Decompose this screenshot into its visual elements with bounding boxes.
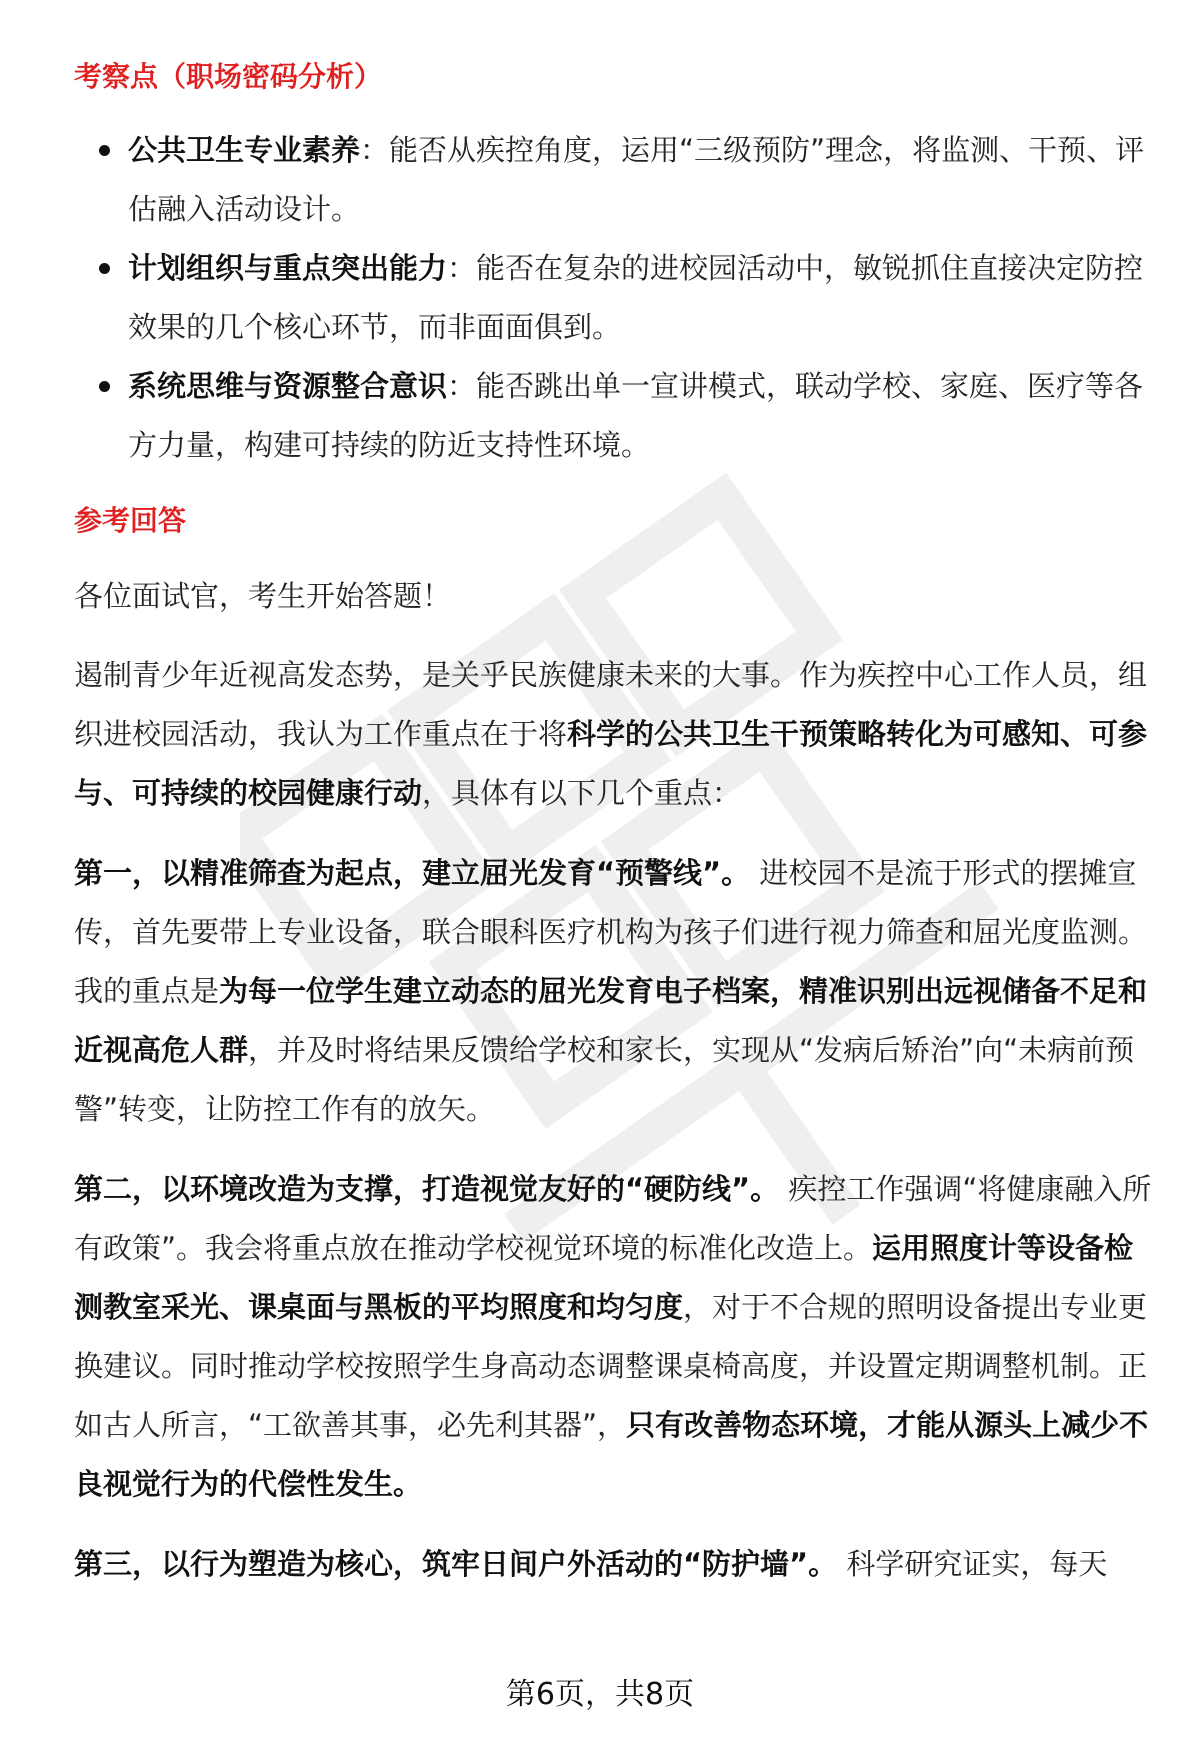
page-number: 第6页，共8页: [505, 1677, 695, 1712]
point-1-heading: 第一，以精准筛查为起点，建立屈光发育“预警线”。: [74, 856, 751, 890]
item-bold-label: 公共卫生专业素养: [128, 133, 361, 167]
item-text: ：能否跳出单一宣讲模式，联动学校、家庭、医疗等各方力量，构建可持续的防近支持性环境。: [128, 369, 1144, 462]
greeting-paragraph: 各位面试官，考生开始答题！: [74, 579, 452, 613]
point-3-heading: 第三，以行为塑造为核心，筑牢日间户外活动的“防护墙”。: [74, 1547, 838, 1581]
point-2-paragraph: [74, 1160, 1154, 1514]
point-1-bold-2: 为每一位学生建立动态的屈光发育电子档案，精准识别出远视储备不足和近视高危人群: [74, 974, 1148, 1067]
point-1-paragraph: [74, 844, 1154, 1139]
point-2-heading: 第二，以环境改造为支撑，打造视觉友好的“硬防线”。: [74, 1172, 780, 1206]
point-1-text-2: ，并及时将结果反馈给学校和家长，实现从“发病后矫治”向“未病前预警”转变，让防控工作有的放矢。: [74, 1033, 1135, 1126]
bullet-icon: [99, 145, 110, 156]
point-1-text-1: 进校园不是流于形式的摆摊宣传，首先要带上专业设备，联合眼科医疗机构为孩子们进行视力筛查和屈光度监测。我的重点是: [74, 856, 1148, 1008]
list-item: [74, 239, 1154, 357]
item-bold-label: 计划组织与重点突出能力: [128, 251, 448, 285]
bullet-icon: [99, 263, 110, 274]
item-text: ：能否从疾控角度，运用“三级预防”理念，将监测、干预、评估融入活动设计。: [128, 133, 1145, 226]
point-3-text-1: 科学研究证实，每天: [837, 1547, 1108, 1581]
list-item: [74, 121, 1154, 239]
point-2-text-2: ，对于不合规的照明设备提出专业更换建议。同时推动学校按照学生身高动态调整课桌椅高度，并设置定期调整机制。正如古人所言，“工欲善其事，必先利其器”，: [74, 1290, 1148, 1442]
bullet-icon: [99, 381, 110, 392]
item-text: ：能否在复杂的进校园活动中，敏锐抓住直接决定防控效果的几个核心环节，而非面面俱到。: [128, 251, 1144, 344]
intro-paragraph: [74, 646, 1154, 823]
section-title-analysis: 考察点（职场密码分析）: [74, 60, 383, 93]
point-2-text-1: 疾控工作强调“将健康融入所有政策”。我会将重点放在推动学校视觉环境的标准化改造上。: [74, 1172, 1152, 1265]
point-2-bold-3: 只有改善物态环境，才能从源头上减少不良视觉行为的代偿性发生。: [74, 1408, 1149, 1501]
intro-bold-1: 科学的公共卫生干预策略转化为可感知、可参与、可持续的校园健康行动: [74, 717, 1148, 810]
section-title-answer: 参考回答: [74, 504, 187, 537]
analysis-list: [74, 121, 1154, 475]
point-2-bold-2: 运用照度计等设备检测教室采光、课桌面与黑板的平均照度和均匀度: [74, 1231, 1134, 1324]
item-bold-label: 系统思维与资源整合意识: [128, 369, 448, 403]
list-item: [74, 357, 1154, 475]
intro-text-2: ，具体有以下几个重点：: [422, 776, 742, 810]
intro-text-1: 遏制青少年近视高发态势，是关乎民族健康未来的大事。作为疾控中心工作人员，组织进校园活动，我认为工作重点在于将: [74, 658, 1148, 751]
point-3-paragraph: [74, 1535, 1154, 1594]
main-content: [74, 55, 1154, 1594]
